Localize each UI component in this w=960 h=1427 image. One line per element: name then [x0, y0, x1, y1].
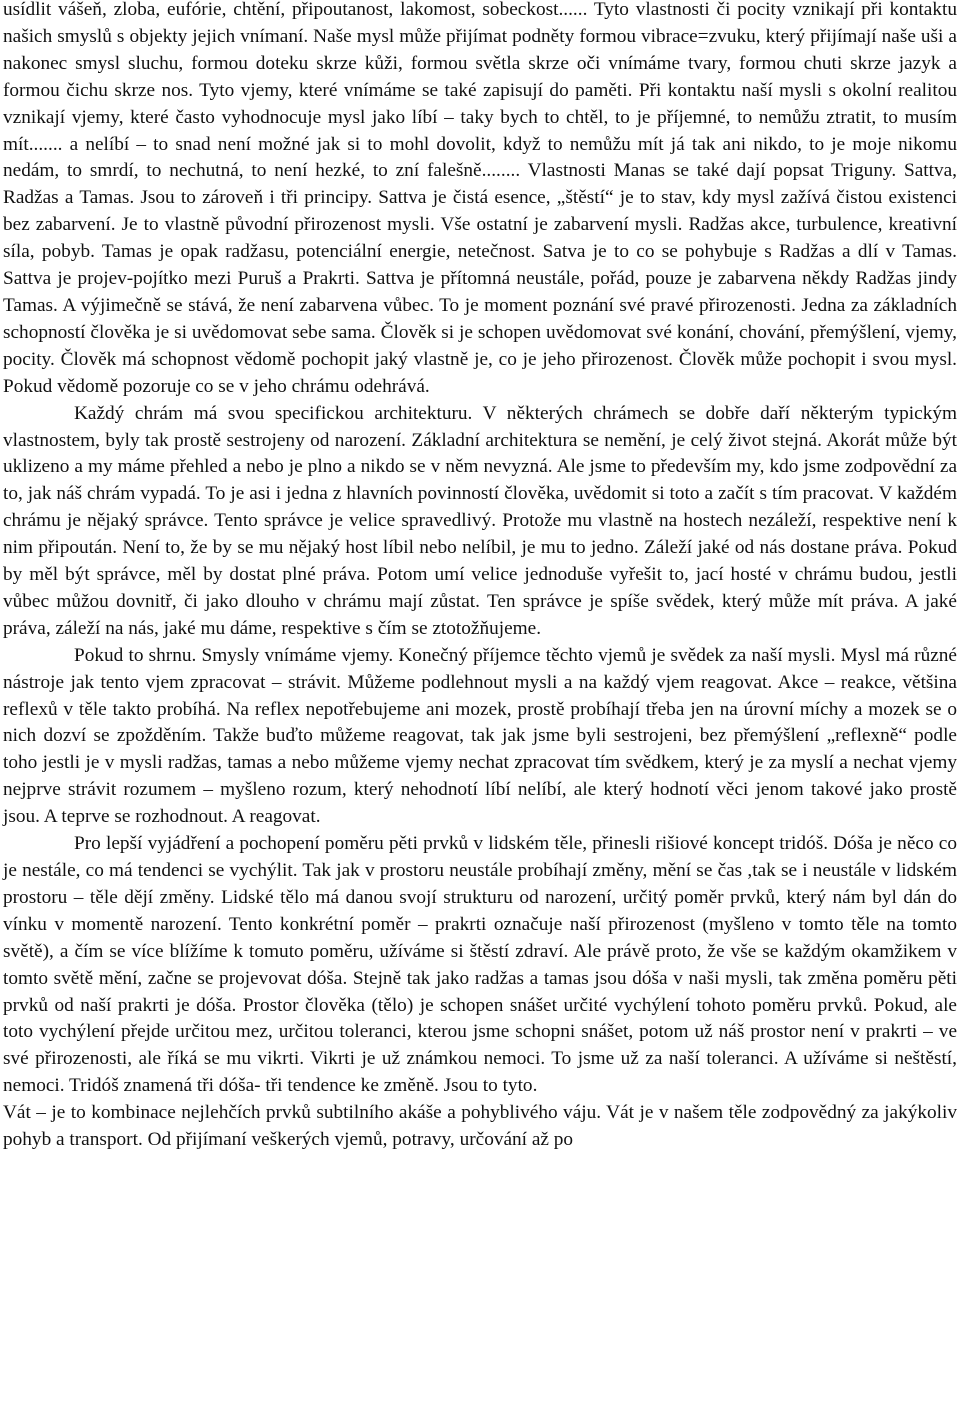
paragraph-summary: Pokud to shrnu. Smysly vnímáme vjemy. Konečný příjemce těchto vjemů je svědek za naší mysli. Mysl má různé nástroje jak tento vjem zpracovat – strávit. Můžeme podlehnout mysli a na každý vjem reagovat. Akce – reakce, většina reflexů v těle takto probíhá. Na reflex nepotřebujeme ani mozek, prostě probíhají třeba jen na úrovní míchy a mozek se o nich dozví se zpožděním. Takže buďto můžeme reagovat, tak jak jsme byli sestrojeni, bez přemýšlení „reflexně“ podle toho jestli je v mysli radžas, tamas a nebo můžeme vjemy nechat zpracovat tím svědkem, který je za myslí a nechat vjemy nejprve strávit rozumem – myšleno rozum, který nehodnotí líbí nelíbí, ale který hodnotí věci jenom takové jako prostě jsou. A teprve se rozhodnout. A reagovat. [3, 644, 957, 828]
paragraph-tridosha: Pro lepší vyjádření a pochopení poměru pěti prvků v lidském těle, přinesli rišiové koncept tridóš. Dóša je něco co je nestále, co má tendenci se vychýlit. Tak jak v prostoru neustále probíhají změny, mění se čas ,tak se i neustále v lidském prostoru – těle dějí změny. Lidské tělo má danou svojí strukturu od narození, určitý poměr prvků, který nám byl dán do vínku v momentě narození. Tento konkrétní poměr – prakrti označuje naší přirozenost (myšleno v tomto těle na tomto světě), a čím se více blížíme k tomuto poměru, užíváme si štěstí zdraví. Ale právě proto, že vše se každým okamžikem v tomto světě mění, začne se projevovat dóša. Stejně tak jako radžas a tamas jsou dóša v naši mysli, tak změna poměru pěti prvků od naší prakrti je dóša. Prostor člověka (tělo) je schopen snášet určité vychýlení tohoto poměru prvků. Pokud, ale toto vychýlení přejde určitou mez, určitou toleranci, kterou jsme schopni snášet, potom už náš prostor není v prakrti – ve své přirozenosti, ale říká se mu vikrti. Vikrti je už známkou nemoci. To jsme už za naší toleranci. A užíváme si neštěstí, nemoci. Tridóš znamená tři dóša- tři tendence ke změně. Jsou to tyto. [3, 833, 957, 1097]
paragraph-triguny: usídlit vášeň, zloba, eufórie, chtění, připoutanost, lakomost, sobeckost...... Tyto vlastnosti či pocity vznikají při kontaktu našich smyslů s objekty jejich vnímaní. Naše mysl může přijímat podněty formou vibrace=zvuku, který přijímají naše uši a nakonec smysl sluchu, formou doteku skrze kůži, formou světla skrze oči vnímáme tvary, formou chuti skrze jazyk a formou čichu skrze nos. Tyto vjemy, které vnímáme se také zapisují do paměti. Při kontaktu naší mysli s okolní realitou vznikají vjemy, které často vyhodnocuje mysl jako líbí – taky bych to chtěl, to je příjemné, to nemůžu ztratit, to musím mít....... a nelíbí – to snad není možné jak si to mohl dovolit, když to nemůžu mít já tak ani nikdo, to je moje nikomu nedám, to smrdí, to nechutná, to není hezké, to zní falešně........ Vlastnosti Manas se také dají popsat Triguny. Sattva, Radžas a Tamas. Jsou to zároveň i tři principy. Sattva je čistá esence, „štěstí“ je to stav, kdy mysl zažívá čistou existenci bez zabarvení. Je to vlastně původní přirozenost mysli. Vše ostatní je zabarvení mysli. Radžas akce, turbulence, kreativní síla, pobyb. Tamas je opak radžasu, potenciální energie, netečnost. Satva je to co se pohybuje s Radžas a dlí v Tamas. Sattva je projev-pojítko mezi Puruš a Prakrti. Sattva je přítomná neustále, pořád, pouze je zabarvena někdy Radžas jindy Tamas. A výjimečně se stává, že není zabarvena vůbec. To je moment poznání své pravé přirozenosti. Jedna za základních schopností člověka je si uvědomovat sebe sama. Člověk si je schopen uvědomovat své konání, chování, přemýšlení, vjemy, pocity. Člověk má schopnost vědomě pochopit jaký vlastně je, co je jeho přirozenost. Člověk může pochopit i svou mysl. Pokud vědomě pozoruje co se v jeho chrámu odehrává. [3, 0, 957, 397]
paragraph-vata: Vát – je to kombinace nejlehčích prvků subtilního akáše a pohyblivého váju. Vát je v našem těle zodpovědný za jakýkoliv pohyb a transport. Od přijímaní veškerých vjemů, potravy, určování až po [3, 1102, 957, 1151]
paragraph-temple-architecture: Každý chrám má svou specifickou architekturu. V některých chrámech se dobře daří některým typickým vlastnostem, byly tak prostě sestrojeny od narození. Základní architektura se nemění, je celý život stejná. Akorát může být uklizeno a my máme přehled a nebo je plno a nikdo se v něm nevyzná. Ale jsme to především my, kdo jsme zodpovědní za to, jak náš chrám vypadá. To je asi i jedna z hlavních povinností člověka, uvědomit si toto a začít s tím pracovat. V každém chrámu je nějaký správce. Tento správce je velice spravedlivý. Protože mu vlastně na hostech nezáleží, respektive není k nim připoután. Není to, že by se mu nějaký host líbil nebo nelíbil, je mu to jedno. Záleží jaké od nás dostane práva. Pokud by měl být správce, měl by dostat plné práva. Potom umí velice jednoduše vyřešit to, jací hosté v chrámu budou, jestli vůbec můžou dovnitř, či jako dlouho v chrámu mají zůstat. Ten správce je spíše svědek, který může mít práva. A jaké práva, záleží na nás, jaké mu dáme, respektive s čím se ztotožňujeme. [3, 402, 957, 639]
